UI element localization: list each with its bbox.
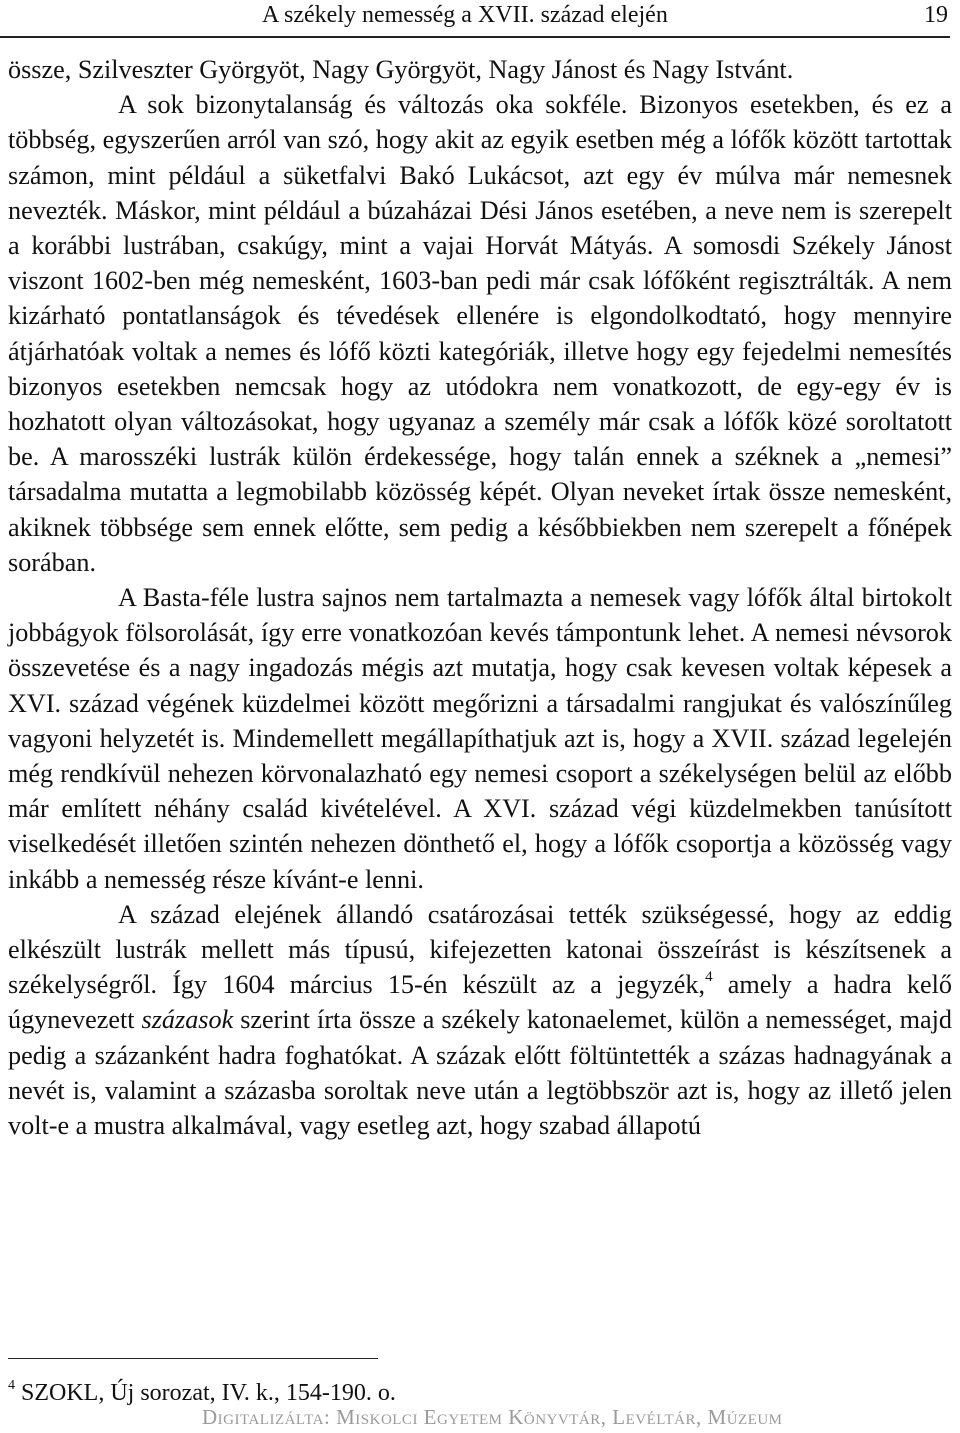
footnote-text: SZOKL, Új sorozat, IV. k., 154-190. o. [15,1380,396,1406]
paragraph [8,87,952,580]
paragraph [8,52,952,87]
body-text [8,52,952,1143]
digitization-note: Digitalizálta: Miskolci Egyetem Könyvtár, Levéltár, Múzeum [202,1405,783,1429]
paragraph-text: A század elejének állandó csatározásai tették szükségessé, hogy az eddig elkészült lustrák mellett más típusú, kifejezetten katonai összeírást is készítsenek a székelységről. Így 1604 március 15-én készült az a jegyzék, [8,899,952,1000]
footnote-separator [8,1358,378,1359]
paragraph [8,897,952,1143]
footnote [8,1379,396,1407]
paragraph-text: A Basta-féle lustra sajnos nem tartalmazta a nemesek vagy lófők által birtokolt jobbágyok fölsorolását, így erre vonatkozóan kevés támpontunk lehet. A nemesi névsorok összevetése és a nagy ingadozás mégis azt mutatja, hogy csak kevesen voltak képesek a XVI. század végének küzdelmei között megőrizni a társadalmi rangjukat és valószínűleg vagyoni helyzetét is. Mindemellett megállapíthatjuk azt is, hogy a XVII. század legelején még rendkívül nehezen körvonalazható egy nemesi csoport a székelységen belül az előbb már említett néhány család kivételével. A XVI. század végi küzdelmekben tanúsított viselkedését illetően szintén nehezen dönthető el, hogy a lófők csoportja a közösség vagy inkább a nemesség része kívánt-e lenni. [8,583,952,894]
paragraph-text: össze, Szilveszter Györgyöt, Nagy Györgyöt, Nagy Jánost és Nagy Istvánt. [8,55,794,84]
paragraph-text: szerint írta össze a székely katonaelemet, külön a nemességet, majd pedig a százanként hadra foghatókat. A százak előtt föltüntették a százas hadnagyának a nevét is, valamint a százasba soroltak neve után a legtöbbször azt is, hogy az illető jelen volt-e a mustra alkalmával, vagy esetleg azt, hogy szabad állapotú [8,1005,953,1141]
footnote-marker: 4 [8,1378,15,1393]
page-number: 19 [924,2,948,28]
paragraph-text: A sok bizonytalanság és változás oka sokféle. Bizonyos esetekben, és ez a többség, egyszerűen arról van szó, hogy akit az egyik esetben még a lófők között tartottak számon, mint például a süketfalvi Bakó Lukácsot, azt egy év múlva már nemesnek nevezték. Máskor, mint például a búzaházai Dési János esetében, a neve nem is szerepelt a korábbi lustrában, csakúgy, mint a vajai Horvát Mátyás. A somosdi Székely Jánost viszont 1602-ben még nemesként, 1603-ban pedi már csak lófőként regisztrálták. A nem kizárható pontatlanságok és tévedések ellenére is elgondolkodtató, hogy mennyire átjárhatóak voltak a nemes és lófő közti kategóriák, illetve hogy egy fejedelmi nemesítés bizonyos esetekben nemcsak hogy az utódokra nem vonatkozott, de egy-egy év is hozhatott olyan változásokat, hogy ugyanaz a személy már csak a lófők közé soroltatott be. A marosszéki lustrák külön érdekessége, hogy talán ennek a széknek a „nemesi” társadalma mutatta a legmobilabb közösség képét. Olyan neveket írtak össze nemesként, akiknek többsége sem ennek előtte, sem pedig a későbbiekben nem szerepelt a főnépek sorában. [8,90,952,577]
running-header [0,0,950,38]
paragraph [8,580,952,897]
running-title: A székely nemesség a XVII. század elején [262,2,668,28]
footnote-reference: 4 [705,969,713,986]
italic-term: százasok [141,1005,234,1035]
paragraph-text: amely a hadra kelő úgynevezett [8,970,952,1035]
